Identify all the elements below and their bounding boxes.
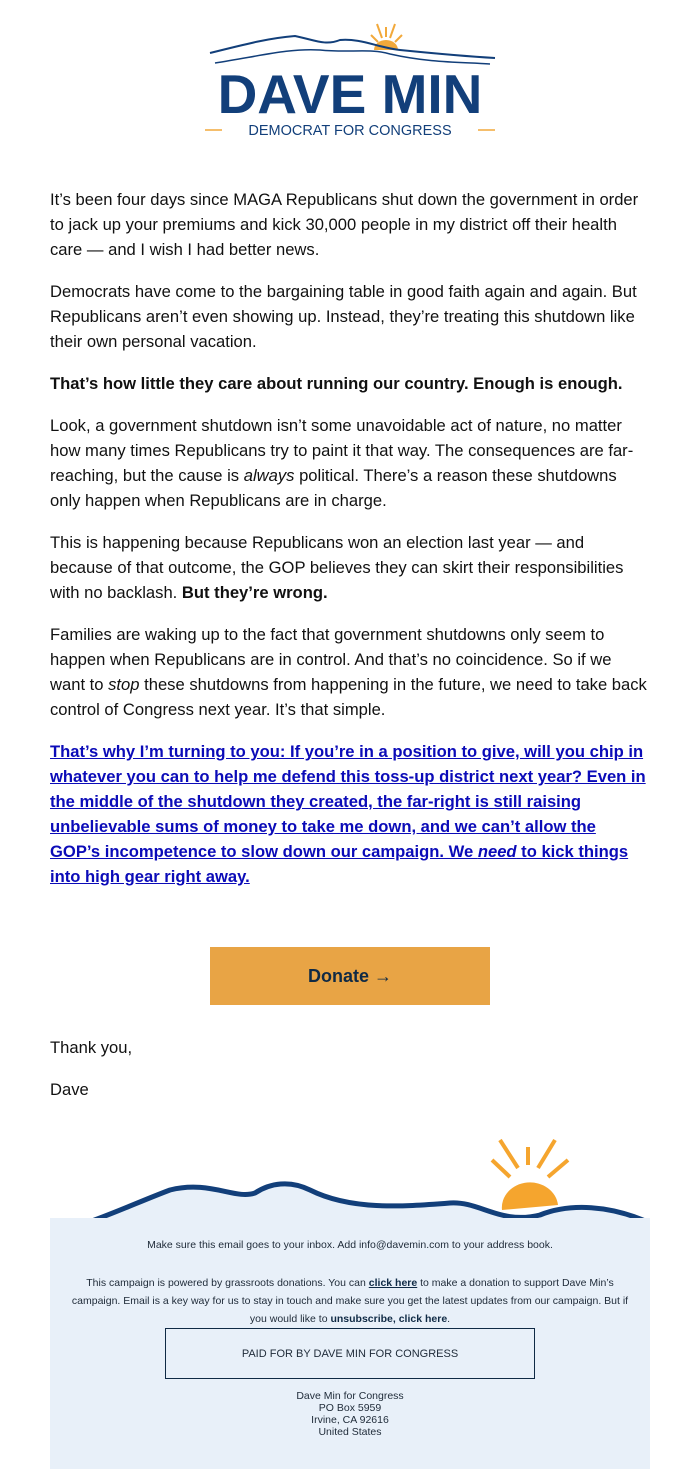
sun-icon (371, 24, 402, 42)
grassroots-notice (70, 1274, 630, 1328)
text: these shutdowns from happening in the future, we need to take back control of Congress next year. It’s that simple. (50, 675, 647, 719)
italic-text: always (243, 466, 295, 485)
bold-text: That’s how little they care about running our country. Enough is enough. (50, 374, 623, 393)
inbox-notice: Make sure this email goes to your inbox. Add info@davemin.com to your address book. (147, 1239, 553, 1251)
paragraph-bold (50, 371, 650, 396)
donate-click-here-link[interactable]: click here (368, 1277, 418, 1289)
text: political. There’s a reason these shutdowns only happen when Republicans are in charge. (50, 466, 617, 510)
logo-tagline: DEMOCRAT FOR CONGRESS (248, 123, 452, 139)
link-italic-text[interactable]: need (477, 842, 517, 861)
donate-button[interactable]: Donate → (210, 947, 490, 1005)
paragraph: Democrats have come to the bargaining table in good faith again and again. But Republicans aren’t even showing up. Instead, they’re treating this shutdown like their own personal vacation. (50, 282, 637, 351)
text: to make a donation to support Dave Min’s campaign. Email is a key way for us to stay in touch and make sure you get the latest updates from our campaign. But if you would like to (71, 1277, 629, 1325)
paragraph (50, 413, 650, 513)
signoff-thanks: Thank you, (50, 1038, 133, 1057)
link-text[interactable]: to kick things into high gear right away. (50, 842, 629, 886)
italic-text: stop (108, 675, 140, 694)
logo-name: DAVE MIN (217, 63, 483, 125)
address-line: Dave Min for Congress (296, 1390, 404, 1402)
text: Look, a government shutdown isn’t some unavoidable act of nature, no matter how many times Republicans try to paint it that way. The consequences are far-reaching, but the cause is (50, 416, 634, 485)
email-body (50, 187, 650, 906)
link-text[interactable]: That’s why I’m turning to you: If you’re in a position to give, will you chip in whatever you can to help me defend this toss-up district next year? Even in the middle of the shutdown they created, the far-right is still raising unbelievable sums of money to take me down, and we can’t allow the GOP’s incompetence to slow down our campaign. We (50, 742, 646, 861)
text: Families are waking up to the fact that government shutdowns only seem to happen when Republicans are in control. And that’s no coincidence. So if we want to (50, 625, 612, 694)
email-footer (50, 1218, 650, 1469)
paragraph (50, 622, 650, 722)
dave-min-logo (200, 18, 500, 143)
text: This is happening because Republicans won an election last year — and because of that outcome, the GOP believes they can skirt their responsibilities with no backlash. (50, 533, 624, 602)
mailing-address (50, 1390, 650, 1438)
sun-icon (492, 1140, 568, 1177)
paragraph (50, 530, 650, 605)
bold-text: But they’re wrong. (181, 583, 328, 602)
paid-for-disclaimer: PAID FOR BY DAVE MIN FOR CONGRESS (165, 1328, 535, 1379)
unsubscribe-link[interactable]: unsubscribe, click here (330, 1313, 448, 1325)
paragraph: It’s been four days since MAGA Republicans shut down the government in order to jack up your premiums and kick 30,000 people in my district off their health care — and I wish I had better news. (50, 190, 639, 259)
text: This campaign is powered by grassroots donations. You can (86, 1277, 369, 1289)
address-line: Irvine, CA 92616 (311, 1414, 389, 1426)
address-line: United States (318, 1426, 382, 1438)
donation-appeal-link[interactable] (50, 739, 650, 889)
signoff-name: Dave (50, 1080, 89, 1099)
address-line: PO Box 5959 (318, 1402, 382, 1414)
text: . (447, 1313, 451, 1325)
